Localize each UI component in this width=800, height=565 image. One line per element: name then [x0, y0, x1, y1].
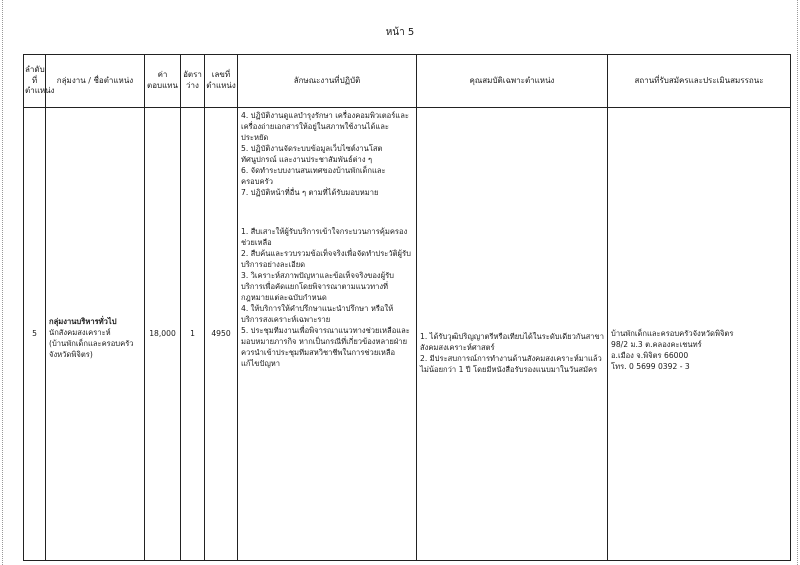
header-group-title: กลุ่มงาน / ชื่อตำแหน่ง [46, 55, 145, 108]
cell-vacancy [181, 108, 205, 561]
duty-gap [241, 198, 413, 226]
scan-edge-left [2, 0, 4, 565]
header-position-no: ลำดับที่ตำแหน่ง [24, 55, 46, 108]
header-row [24, 55, 791, 108]
page-number: หน้า 5 [385, 27, 415, 38]
duty-item: 3. วิเคราะห์สภาพปัญหาและข้อเท็จจริงของผู้รับบริการเพื่อคัดแยกโดยพิจารณาตามแนวทางที่กฎหมายแต่ละฉบับกำหนด [241, 271, 394, 302]
position-title: นักสังคมสงเคราะห์ [49, 328, 111, 337]
header-location: สถานที่รับสมัครและประเมินสมรรถนะ [608, 55, 791, 108]
header-qualifications: คุณสมบัติเฉพาะตำแหน่ง [417, 55, 608, 108]
cell-group-title [46, 108, 145, 561]
header-position-id: เลขที่ตำแหน่ง [205, 55, 238, 108]
header-salary: ค่าตอบแทน [145, 55, 181, 108]
cell-position-id [205, 108, 238, 561]
cell-location [608, 108, 791, 561]
duty-item: 4. ให้บริการให้คำปรึกษาแนะนำปรึกษา หรือให้บริการสงเคราะห์เฉพาะราย [241, 304, 394, 324]
table-row [24, 108, 791, 561]
location-line: 98/2 ม.3 ต.คลองคะเชนทร์ [611, 340, 702, 349]
duty-item: 4. ปฏิบัติงานดูแลบำรุงรักษา เครื่องคอมพิวเตอร์และเครื่องถ่ายเอกสารให้อยู่ในสภาพใช้งานได้และประหยัด [241, 111, 409, 142]
duty-item: 6. จัดทำระบบงานสนเทศของบ้านพักเด็กและครอบครัว [241, 166, 386, 186]
duty-item: 2. สืบค้นและรวบรวมข้อเท็จจริงเพื่อจัดทำประวัติผู้รับบริการอย่างละเอียด [241, 249, 411, 269]
salary-value: 18,000 [149, 329, 176, 338]
unit-name: (บ้านพักเด็กและครอบครัวจังหวัดพิจิตร) [49, 339, 134, 359]
location-line: โทร. 0 5699 0392 - 3 [611, 362, 690, 371]
duty-item: 1. สืบเสาะให้ผู้รับบริการเข้าใจกระบวนการคุ้มครองช่วยเหลือ [241, 227, 408, 247]
position-id-value: 4950 [211, 329, 231, 338]
cell-qualifications [417, 108, 608, 561]
header-vacancy: อัตราว่าง [181, 55, 205, 108]
location-block [611, 328, 787, 372]
location-line: บ้านพักเด็กและครอบครัวจังหวัดพิจิตร [611, 329, 734, 338]
duty-item: 7. ปฏิบัติหน้าที่อื่น ๆ ตามที่ได้รับมอบหมาย [241, 188, 379, 197]
scan-edge-right [797, 0, 799, 565]
qualification-item: 1. ได้รับวุฒิปริญญาตรีหรือเทียบได้ในระดับเดียวกันสาขาสังคมสงเคราะห์ศาสตร์ [420, 332, 605, 352]
cell-duties [238, 108, 417, 561]
qualification-item: 2. มีประสบการณ์การทำงานด้านสังคมสงเคราะห์มาแล้วไม่น้อยกว่า 1 ปี โดยมีหนังสือรับรองแนบมาในวันสมัคร [420, 354, 602, 374]
vacancy-value: 1 [190, 329, 195, 338]
qualification-list [420, 331, 604, 375]
location-line: อ.เมือง จ.พิจิตร 66000 [611, 351, 689, 360]
duty-item: 5. ปฏิบัติงานจัดระบบข้อมูลเว็บไซต์งานโสตทัศนูปกรณ์ และงานประชาสัมพันธ์ต่าง ๆ [241, 144, 383, 164]
header-duties: ลักษณะงานที่ปฏิบัติ [238, 55, 417, 108]
group-name: กลุ่มงานบริหารทั่วไป [49, 317, 117, 326]
cell-number [24, 108, 46, 561]
row-number: 5 [32, 329, 37, 338]
duty-item: 5. ประชุมทีมงานเพื่อพิจารณาแนวทางช่วยเหลือและมอบหมายภารกิจ หากเป็นกรณีที่เกี่ยวข้องหลายฝ่ายควรนำเข้าประชุมทีมสหวิชาชีพในการช่วยเหลือ แก้ไขปัญหา [241, 326, 410, 368]
job-positions-table [23, 54, 791, 561]
cell-salary [145, 108, 181, 561]
